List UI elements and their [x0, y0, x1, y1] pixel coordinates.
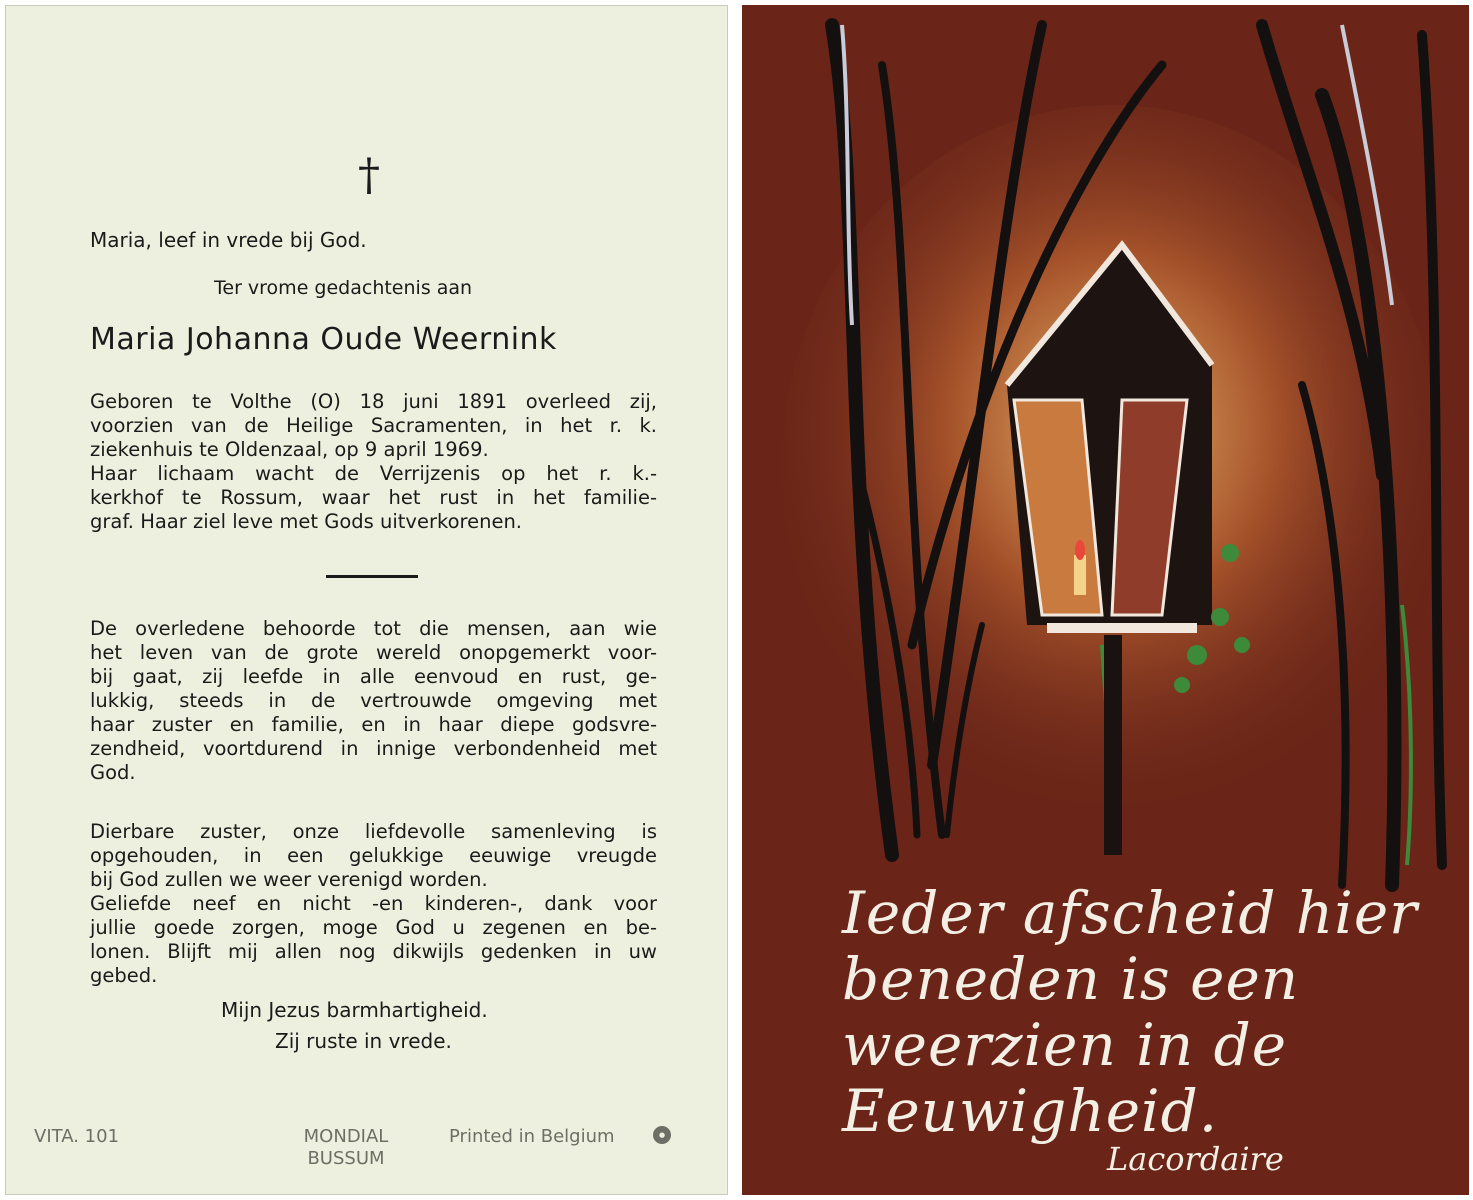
- verse-line: beneden is een: [842, 945, 1300, 1013]
- publisher-city: BUSSUM: [307, 1148, 385, 1169]
- deceased-name: Maria Johanna Oude Weernink: [90, 322, 557, 357]
- memorial-card-text-side: [5, 5, 728, 1195]
- publisher: [291, 1126, 401, 1170]
- series-number: VITA. 101: [34, 1126, 120, 1147]
- divider: [326, 575, 418, 578]
- cross-icon: †: [358, 150, 380, 201]
- paragraph-line: jullie goede zorgen, moge God u zegenen en be-: [90, 916, 657, 939]
- verse-quote: [842, 880, 1442, 1144]
- verse-line: weerzien in de: [842, 1011, 1288, 1079]
- memorial-card-image-side: [742, 5, 1469, 1195]
- paragraph-line: Geboren te Volthe (O) 18 juni 1891 overleed zij,: [90, 390, 657, 413]
- closing-prayer: Mijn Jezus barmhartigheid.: [221, 998, 488, 1022]
- paragraph-line: voorzien van de Heilige Sacramenten, in het r. k.: [90, 414, 657, 437]
- verse-line: Eeuwigheid.: [842, 1077, 1219, 1145]
- paragraph-line: bij gaat, zij leefde in alle eenvoud en rust, ge-: [90, 665, 657, 688]
- paragraph-line: het leven van de grote wereld onopgemerkt voor-: [90, 641, 657, 664]
- paragraph-line: graf. Haar ziel leve met Gods uitverkorenen.: [90, 510, 522, 533]
- quote-author: Lacordaire: [1107, 1140, 1284, 1178]
- paragraph-line: gebed.: [90, 964, 158, 987]
- biography-paragraph: [90, 390, 657, 534]
- paragraph-line: zendheid, voortdurend in innige verbondenheid met: [90, 737, 657, 760]
- in-memory-line: Ter vrome gedachtenis aan: [214, 277, 473, 299]
- paragraph-line: Dierbare zuster, onze liefdevolle samenleving is: [90, 820, 657, 843]
- rest-in-peace: Zij ruste in vrede.: [275, 1029, 452, 1053]
- paragraph-line: Haar lichaam wacht de Verrijzenis op het r. k.-: [90, 462, 657, 485]
- salutation: Maria, leef in vrede bij God.: [90, 228, 367, 252]
- paragraph-line: opgehouden, in een gelukkige eeuwige vreugde: [90, 844, 657, 867]
- paragraph-line: God.: [90, 761, 136, 784]
- verse-line: Ieder afscheid hier: [842, 879, 1418, 947]
- character-paragraph: [90, 617, 657, 785]
- paragraph-line: kerkhof te Rossum, waar het rust in het familie-: [90, 486, 657, 509]
- paragraph-line: Geliefde neef en nicht -en kinderen-, dank voor: [90, 892, 657, 915]
- farewell-paragraph: [90, 820, 657, 988]
- publisher-name: MONDIAL: [303, 1126, 389, 1147]
- paragraph-line: haar zuster en familie, en in haar diepe godsvre-: [90, 713, 657, 736]
- paragraph-line: De overledene behoorde tot die mensen, aan wie: [90, 617, 657, 640]
- printed-note: Printed in Belgium: [449, 1126, 615, 1147]
- paragraph-line: lonen. Blijft mij allen nog dikwijls gedenken in uw: [90, 940, 657, 963]
- paragraph-line: bij God zullen we weer verenigd worden.: [90, 868, 488, 891]
- paragraph-line: lukkig, steeds in de vertrouwde omgeving met: [90, 689, 657, 712]
- paragraph-line: ziekenhuis te Oldenzaal, op 9 april 1969.: [90, 438, 489, 461]
- printer-seal-icon: ●: [653, 1126, 671, 1144]
